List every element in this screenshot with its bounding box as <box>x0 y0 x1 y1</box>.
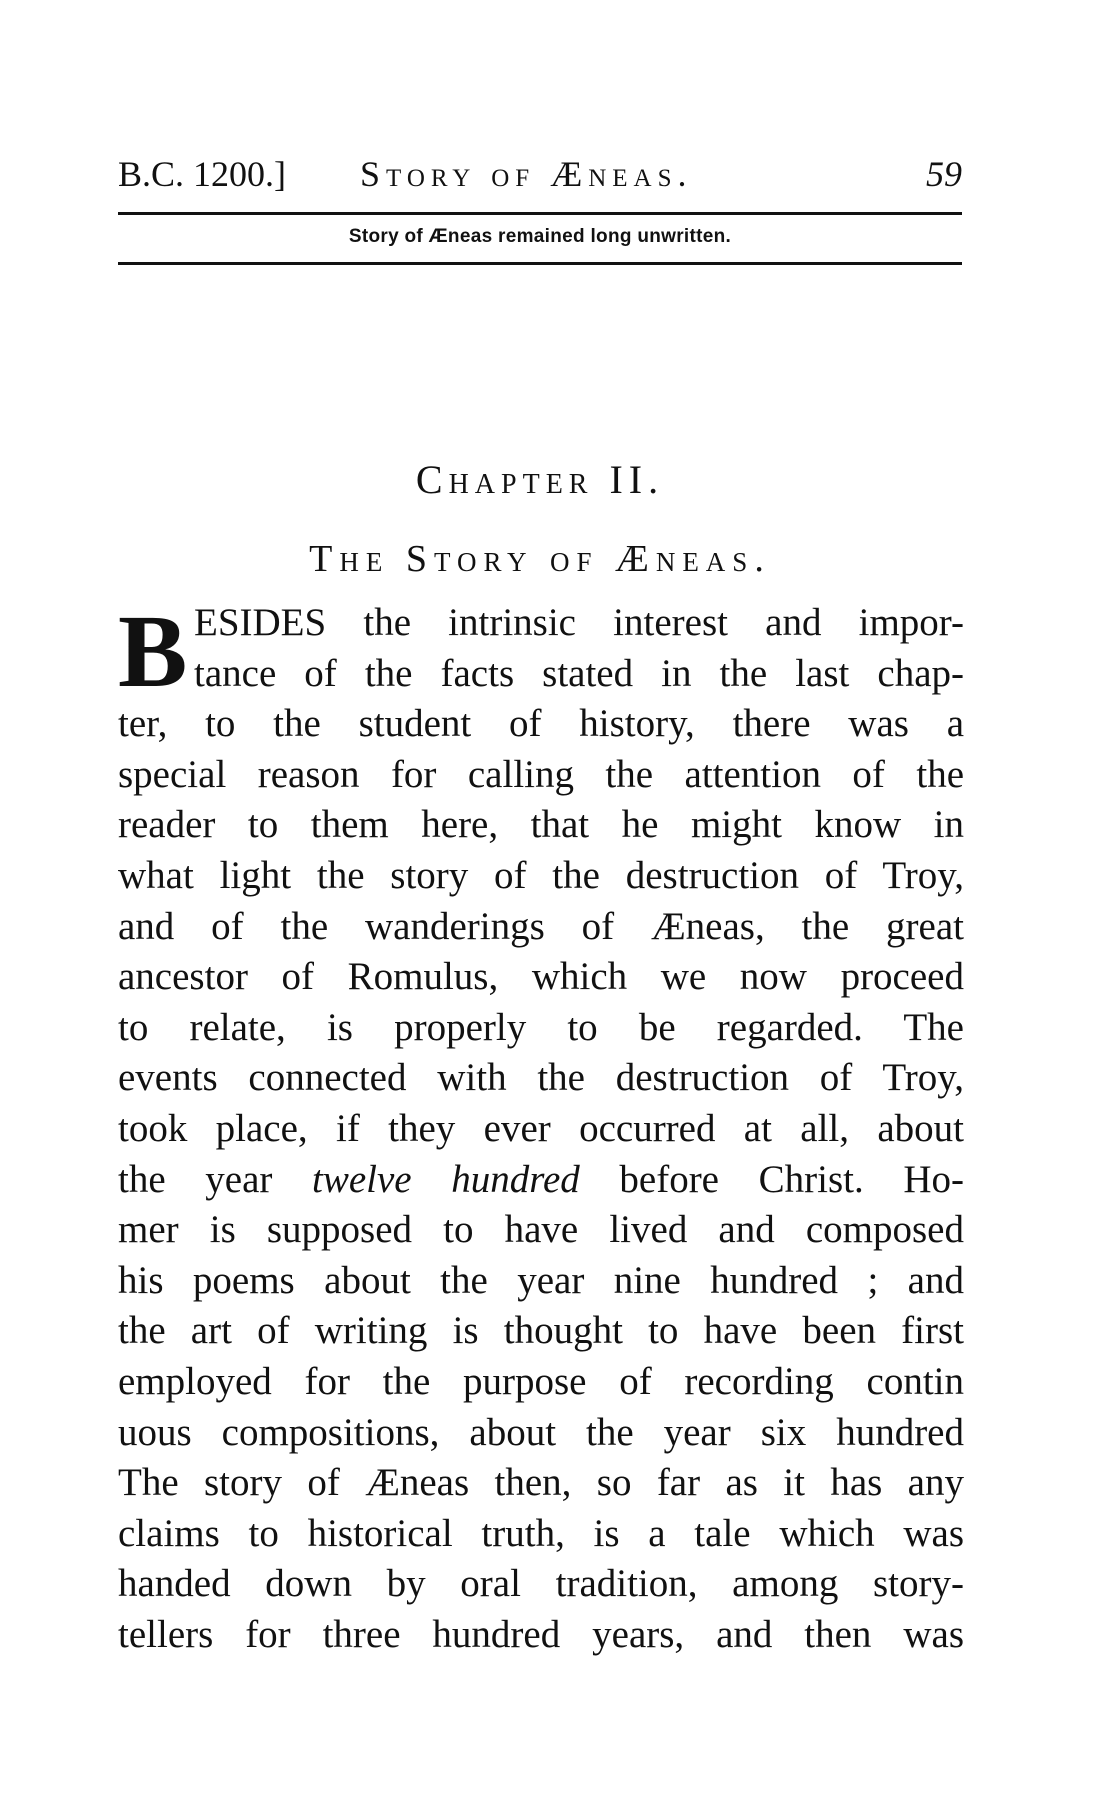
text-line: the art of writing is thought to have been first <box>118 1309 964 1353</box>
body-text <box>118 594 964 1660</box>
text-line: and of the wanderings of Æneas, the great <box>118 904 964 948</box>
drop-cap: B <box>118 594 188 709</box>
text-line: uous compositions, about the year six hundred <box>118 1410 964 1454</box>
text-line: claims to historical truth, is a tale which was <box>118 1511 964 1555</box>
text-line: tance of the facts stated in the last chap- <box>194 651 964 695</box>
running-head-title: Story of Æneas. <box>360 154 693 194</box>
text-line: took place, if they ever occurred at all, about <box>118 1106 964 1150</box>
text-line: what light the story of the destruction of Troy, <box>118 853 964 897</box>
header-rule-top <box>118 212 962 215</box>
page-number: 59 <box>926 154 962 194</box>
text-line: The story of Æneas then, so far as it has any <box>118 1461 964 1505</box>
text-line: events connected with the destruction of Troy, <box>118 1056 964 1100</box>
text-line: ancestor of Romulus, which we now proceed <box>118 955 964 999</box>
text-line: his poems about the year nine hundred ; and <box>118 1258 964 1302</box>
chapter-title: The Story of Æneas. <box>309 538 771 580</box>
chapter-number: Chapter II. <box>415 457 665 502</box>
running-head-date: B.C. 1200.] <box>118 154 287 194</box>
text-line: tellers for three hundred years, and then was <box>118 1612 964 1656</box>
text-segment: before Christ. Ho- <box>579 1157 964 1201</box>
text-line: ter, to the student of history, there was a <box>118 702 964 746</box>
page-subheading: Story of Æneas remained long unwritten. <box>348 226 732 247</box>
text-line: to relate, is properly to be regarded. The <box>118 1005 964 1049</box>
text-line: ESIDES the intrinsic interest and impor- <box>194 601 964 644</box>
italic-phrase: twelve hundred <box>312 1157 580 1201</box>
text-line: mer is supposed to have lived and composed <box>118 1208 964 1252</box>
text-segment: the year <box>118 1157 312 1201</box>
header-rule-bottom <box>118 262 962 265</box>
text-line: special reason for calling the attention of the <box>118 752 964 796</box>
text-line: reader to them here, that he might know in <box>118 803 964 847</box>
text-line: employed for the purpose of recording contin <box>118 1359 964 1403</box>
text-line: handed down by oral tradition, among story- <box>118 1562 964 1606</box>
text-line <box>118 1155 964 1206</box>
running-head <box>118 150 962 198</box>
